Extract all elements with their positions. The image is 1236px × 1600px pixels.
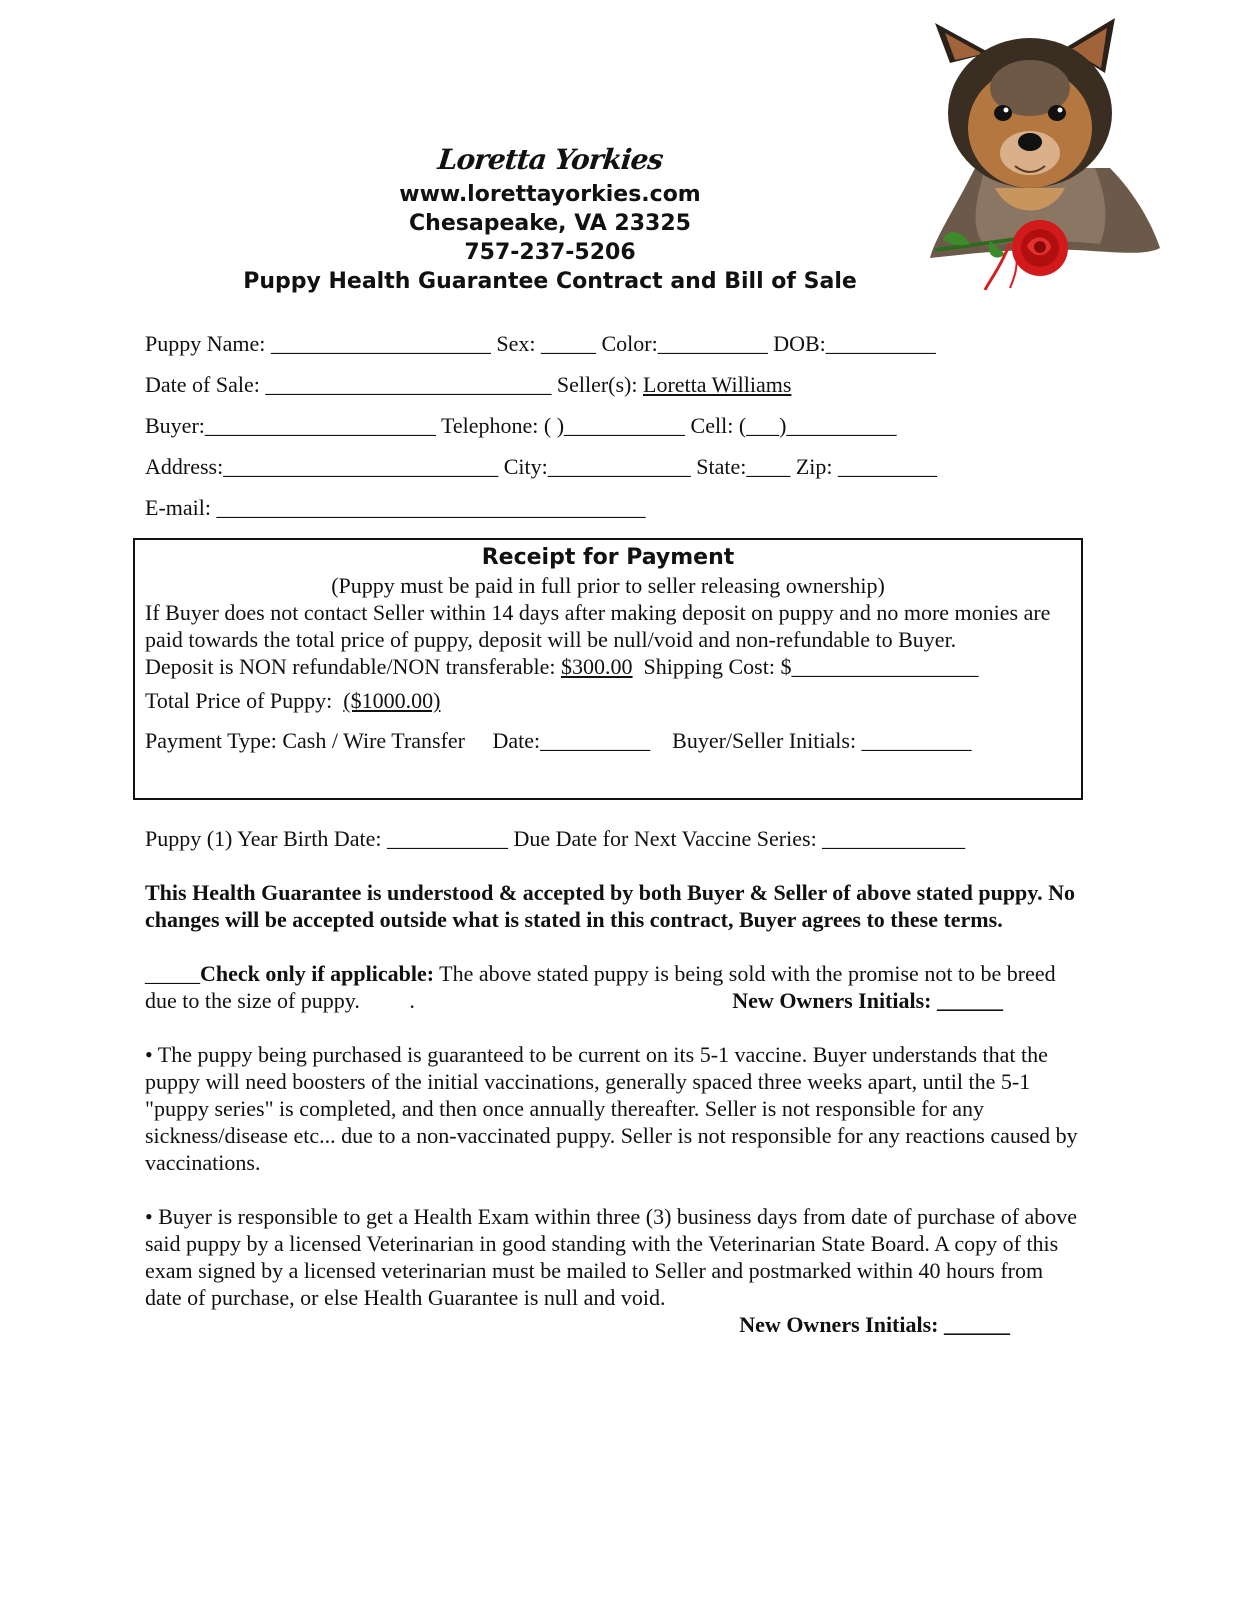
sale-date-label: Date of Sale: __________________________ Seller(s): <box>145 372 643 397</box>
total-price-label: Total Price of Puppy: <box>145 688 344 713</box>
puppy-info-row: Puppy Name: ____________________ Sex: _____ Color:__________ DOB:__________ <box>145 331 936 356</box>
seller-name: Loretta Williams <box>643 372 792 397</box>
receipt-subtitle: (Puppy must be paid in full prior to seller releasing ownership) <box>331 573 885 598</box>
letterhead <box>200 140 900 297</box>
owner-initials-1: New Owners Initials: ______ <box>732 988 1003 1013</box>
health-exam-clause: • Buyer is responsible to get a Health Exam within three (3) business days from date of purchase of above said puppy by a licensed Veterinarian in good standing with the Veterinarian State Board. A copy of this exam signed by a licensed veterinarian must be mailed to Seller and postmarked within 40 hours from date of purchase, or else Health Guarantee is null and void. <box>145 1204 1078 1310</box>
total-price-row <box>145 680 1071 721</box>
address-row: Address:_________________________ City:_____________ State:____ Zip: _________ <box>145 454 937 479</box>
payment-row: Payment Type: Cash / Wire Transfer Date:__________ Buyer/Seller Initials: __________ <box>145 728 972 753</box>
buyer-info-row: Buyer:_____________________ Telephone: ( )___________ Cell: (___)__________ <box>145 413 897 438</box>
guarantee-statement: This Health Guarantee is understood & accepted by both Buyer & Seller of above stated puppy. No changes will be accepted outside what is stated in this contract, Buyer agrees to these terms. <box>145 880 1075 932</box>
deposit-terms: If Buyer does not contact Seller within 14 days after making deposit on puppy and no more monies are paid towards the total price of puppy, deposit will be null/void and non-refundable to Buyer. <box>145 600 1051 652</box>
contract-body <box>145 825 1085 1338</box>
business-logo: Loretta Yorkies <box>436 143 664 176</box>
email-row: E-mail: _______________________________________ <box>145 495 646 520</box>
business-location: Chesapeake, VA 23325 <box>409 211 691 236</box>
check-text: The above stated puppy is being sold with the promise not to be breed due to the size of puppy. . <box>145 961 1062 1013</box>
check-blank: _____ <box>145 961 200 986</box>
yorkie-with-rose-icon <box>915 18 1165 293</box>
document-title: Puppy Health Guarantee Contract and Bill of Sale <box>243 269 857 294</box>
vaccine-guarantee-clause: • The puppy being purchased is guaranteed to be current on its 5-1 vaccine. Buyer understands that the puppy will need boosters of the initial vaccinations, generally spaced three weeks apart, until the 5-1 "puppy series" is completed, and then once annually thereafter. Seller is not responsible for any sickness/disease etc... due to a non-vaccinated puppy. Seller is not responsible for any reactions caused by vaccinations. <box>145 1042 1078 1175</box>
owner-initials-2: New Owners Initials: ______ <box>739 1312 1010 1337</box>
check-label: Check only if applicable: <box>200 961 435 986</box>
deposit-row <box>145 653 1071 680</box>
business-phone: 757-237-5206 <box>464 240 636 265</box>
contract-fields <box>145 328 1085 533</box>
sale-info-row <box>145 369 1085 410</box>
total-price-amount: ($1000.00) <box>343 688 441 713</box>
receipt-title: Receipt for Payment <box>481 545 735 570</box>
receipt-box <box>133 538 1083 800</box>
website-url: www.lorettayorkies.com <box>399 182 701 207</box>
deposit-label: Deposit is NON refundable/NON transferable: <box>145 654 562 679</box>
vaccine-dates-row: Puppy (1) Year Birth Date: ___________ Due Date for Next Vaccine Series: _____________ <box>145 826 966 851</box>
deposit-amount: $300.00 <box>561 654 633 679</box>
shipping-cost: Shipping Cost: $_________________ <box>632 654 979 679</box>
